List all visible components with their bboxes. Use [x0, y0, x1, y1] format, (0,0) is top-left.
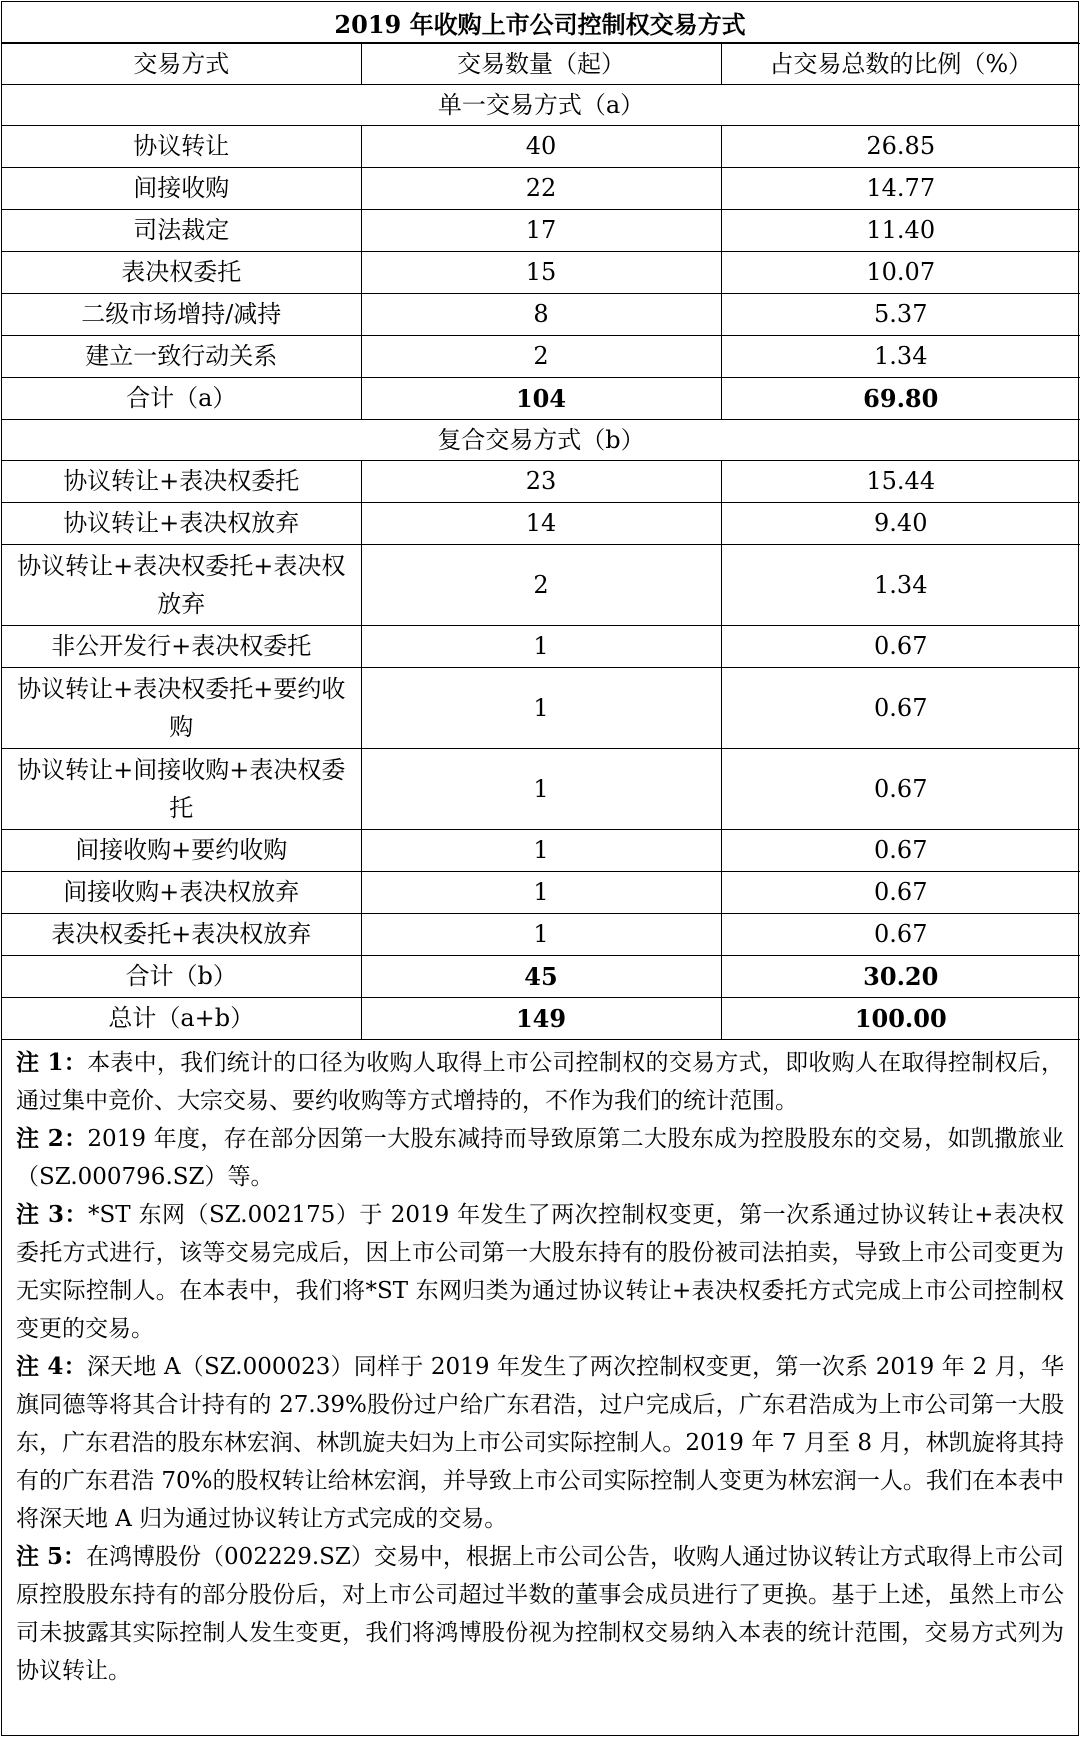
percent-cell: 15.44	[721, 461, 1080, 503]
count-cell: 2	[361, 336, 721, 378]
percent-cell: 0.67	[721, 626, 1080, 668]
count-cell: 22	[361, 168, 721, 210]
method-cell: 协议转让+表决权委托+表决权放弃	[2, 545, 361, 626]
method-cell: 协议转让+表决权委托+要约收购	[2, 668, 361, 749]
subtotal-b-count: 45	[361, 956, 721, 998]
count-cell: 15	[361, 252, 721, 294]
method-cell: 间接收购	[2, 168, 361, 210]
subtotal-a-label: 合计（a）	[2, 378, 361, 420]
table-row	[2, 914, 1080, 956]
table-row	[2, 503, 1080, 545]
percent-cell: 1.34	[721, 545, 1080, 626]
table-row	[2, 872, 1080, 914]
note-5-label: 注 5：	[16, 1543, 87, 1570]
count-cell: 14	[361, 503, 721, 545]
method-cell: 协议转让+间接收购+表决权委托	[2, 749, 361, 830]
table-row	[2, 668, 1080, 749]
section-a-label: 单一交易方式（a）	[2, 85, 1080, 126]
count-cell: 23	[361, 461, 721, 503]
count-cell: 1	[361, 872, 721, 914]
percent-cell: 0.67	[721, 914, 1080, 956]
percent-cell: 11.40	[721, 210, 1080, 252]
method-cell: 二级市场增持/减持	[2, 294, 361, 336]
percent-cell: 0.67	[721, 668, 1080, 749]
percent-cell: 0.67	[721, 749, 1080, 830]
section-b-row	[2, 420, 1080, 461]
grand-total-percent: 100.00	[721, 998, 1080, 1040]
method-cell: 协议转让	[2, 126, 361, 168]
percent-cell: 0.67	[721, 872, 1080, 914]
section-a-row	[2, 85, 1080, 126]
table-row	[2, 126, 1080, 168]
section-b-label: 复合交易方式（b）	[2, 420, 1080, 461]
count-cell: 1	[361, 749, 721, 830]
method-cell: 非公开发行+表决权委托	[2, 626, 361, 668]
note-2-text: 2019 年度，存在部分因第一大股东减持而导致原第二大股东成为控股股东的交易，如凯撒旅业（SZ.000796.SZ）等。	[16, 1126, 1064, 1190]
header-method: 交易方式	[2, 44, 361, 85]
method-cell: 协议转让+表决权放弃	[2, 503, 361, 545]
note-2	[16, 1120, 1064, 1196]
note-5-text: 在鸿博股份（002229.SZ）交易中，根据上市公司公告，收购人通过协议转让方式取得上市公司原控股股东持有的部分股份后，对上市公司超过半数的董事会成员进行了更换。基于上述，虽然上市公司未披露其实际控制人发生变更，我们将鸿博股份视为控制权交易纳入本表的统计范围，交易方式列为协议转让。	[16, 1544, 1064, 1684]
document-page	[1, 1, 1079, 1736]
table-title: 2019 年收购上市公司控制权交易方式	[2, 2, 1078, 43]
table-row	[2, 252, 1080, 294]
method-cell: 表决权委托	[2, 252, 361, 294]
notes-section	[2, 1040, 1078, 1690]
table-row	[2, 749, 1080, 830]
subtotal-a-count: 104	[361, 378, 721, 420]
table-row	[2, 545, 1080, 626]
table-row	[2, 830, 1080, 872]
header-percent: 占交易总数的比例（%）	[721, 44, 1080, 85]
count-cell: 1	[361, 668, 721, 749]
table-row	[2, 168, 1080, 210]
count-cell: 40	[361, 126, 721, 168]
percent-cell: 9.40	[721, 503, 1080, 545]
note-4	[16, 1348, 1064, 1538]
transaction-table	[2, 43, 1080, 1040]
percent-cell: 0.67	[721, 830, 1080, 872]
percent-cell: 10.07	[721, 252, 1080, 294]
note-3	[16, 1196, 1064, 1348]
method-cell: 建立一致行动关系	[2, 336, 361, 378]
grand-total-row	[2, 998, 1080, 1040]
note-5	[16, 1538, 1064, 1690]
percent-cell: 14.77	[721, 168, 1080, 210]
subtotal-b-percent: 30.20	[721, 956, 1080, 998]
method-cell: 协议转让+表决权委托	[2, 461, 361, 503]
count-cell: 2	[361, 545, 721, 626]
method-cell: 间接收购+表决权放弃	[2, 872, 361, 914]
header-count: 交易数量（起）	[361, 44, 721, 85]
count-cell: 17	[361, 210, 721, 252]
note-2-label: 注 2：	[16, 1125, 88, 1152]
header-row	[2, 44, 1080, 85]
table-row	[2, 626, 1080, 668]
count-cell: 8	[361, 294, 721, 336]
table-row	[2, 336, 1080, 378]
grand-total-count: 149	[361, 998, 721, 1040]
subtotal-b-row	[2, 956, 1080, 998]
method-cell: 间接收购+要约收购	[2, 830, 361, 872]
note-1	[16, 1044, 1064, 1120]
count-cell: 1	[361, 830, 721, 872]
percent-cell: 26.85	[721, 126, 1080, 168]
subtotal-a-row	[2, 378, 1080, 420]
grand-total-label: 总计（a+b）	[2, 998, 361, 1040]
count-cell: 1	[361, 626, 721, 668]
note-4-text: 深天地 A（SZ.000023）同样于 2019 年发生了两次控制权变更，第一次系 2019 年 2 月，华旗同德等将其合计持有的 27.39%股份过户给广东君浩，过户完成后，广东君浩成为上市公司第一大股东，广东君浩的股东林宏润、林凯旋夫妇为上市公司实际控制人。2019 年 7 月至 8 月，林凯旋将其持有的广东君浩 70%的股权转让给林宏润，并导致上市公司实际控制人变更为林宏润一人。我们在本表中将深天地 A 归为通过协议转让方式完成的交易。	[16, 1354, 1065, 1532]
percent-cell: 5.37	[721, 294, 1080, 336]
note-1-label: 注 1：	[16, 1049, 88, 1076]
note-3-label: 注 3：	[16, 1201, 89, 1228]
note-3-text: *ST 东网（SZ.002175）于 2019 年发生了两次控制权变更，第一次系通过协议转让+表决权委托方式进行，该等交易完成后，因上市公司第一大股东持有的股份被司法拍卖，导致上市公司变更为无实际控制人。在本表中，我们将*ST 东网归类为通过协议转让+表决权委托方式完成上市公司控制权变更的交易。	[16, 1202, 1065, 1342]
subtotal-b-label: 合计（b）	[2, 956, 361, 998]
table-row	[2, 210, 1080, 252]
method-cell: 司法裁定	[2, 210, 361, 252]
note-1-text: 本表中，我们统计的口径为收购人取得上市公司控制权的交易方式，即收购人在取得控制权后，通过集中竞价、大宗交易、要约收购等方式增持的，不作为我们的统计范围。	[16, 1050, 1064, 1114]
method-cell: 表决权委托+表决权放弃	[2, 914, 361, 956]
note-4-label: 注 4：	[16, 1353, 87, 1380]
table-row	[2, 294, 1080, 336]
table-row	[2, 461, 1080, 503]
percent-cell: 1.34	[721, 336, 1080, 378]
count-cell: 1	[361, 914, 721, 956]
subtotal-a-percent: 69.80	[721, 378, 1080, 420]
